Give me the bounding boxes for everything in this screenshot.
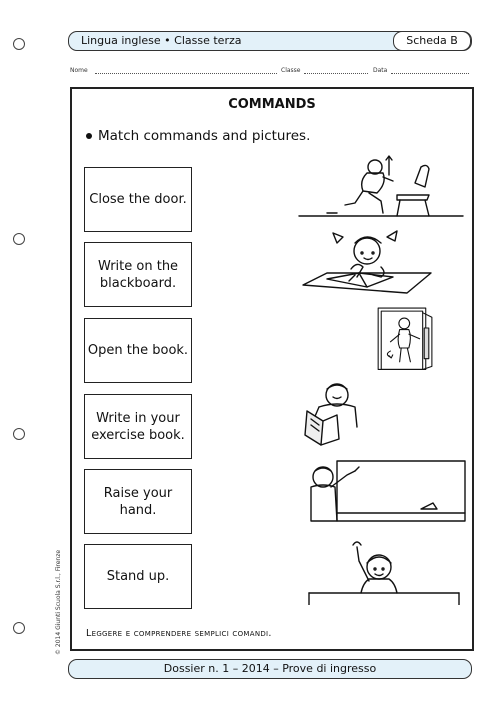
- binder-hole-2: [13, 233, 25, 245]
- picture-open-book[interactable]: [297, 381, 467, 447]
- picture-stand-up[interactable]: [297, 155, 467, 221]
- command-text: Raise your hand.: [103, 485, 173, 518]
- bullet-icon: [86, 133, 92, 139]
- instruction: [86, 128, 310, 144]
- footer-bar: Dossier n. 1 – 2014 – Prove di ingresso: [68, 659, 472, 679]
- command-text: Stand up.: [106, 569, 170, 584]
- command-box-6[interactable]: [84, 544, 192, 609]
- command-box-4[interactable]: [84, 394, 192, 459]
- command-text: Open the book.: [87, 343, 189, 358]
- binder-hole-4: [13, 622, 25, 634]
- name-line: [95, 73, 277, 74]
- picture-blackboard[interactable]: [297, 457, 467, 523]
- picture-close-door[interactable]: [297, 305, 467, 371]
- date-label: Data: [373, 67, 388, 74]
- worksheet-title: COMMANDS: [228, 97, 316, 112]
- instruction-text: Match commands and pictures.: [98, 128, 311, 144]
- binder-hole-1: [13, 38, 25, 50]
- date-line: [391, 73, 469, 74]
- picture-raise-hand[interactable]: [297, 539, 467, 605]
- command-box-3[interactable]: [84, 318, 192, 383]
- command-box-2[interactable]: [84, 242, 192, 307]
- learning-goal-note: Leggere e comprendere semplici comandi.: [86, 628, 272, 639]
- sheet-label: Scheda B: [393, 31, 471, 51]
- worksheet-frame: [70, 87, 474, 651]
- copyright-text: © 2014 Giunti Scuola S.r.l., Firenze: [55, 549, 62, 655]
- command-box-5[interactable]: [84, 469, 192, 534]
- name-label: Nome: [70, 67, 88, 74]
- command-text: Write in your exercise book.: [91, 410, 185, 443]
- command-text: Close the door.: [89, 192, 187, 207]
- command-box-1[interactable]: [84, 167, 192, 232]
- header-title: Lingua inglese • Classe terza: [81, 34, 242, 47]
- class-line: [304, 73, 368, 74]
- class-label: Classe: [281, 67, 301, 74]
- header-bar: [68, 31, 472, 51]
- command-text: Write on the blackboard.: [97, 258, 179, 291]
- binder-hole-3: [13, 428, 25, 440]
- picture-writing-book[interactable]: [297, 229, 467, 295]
